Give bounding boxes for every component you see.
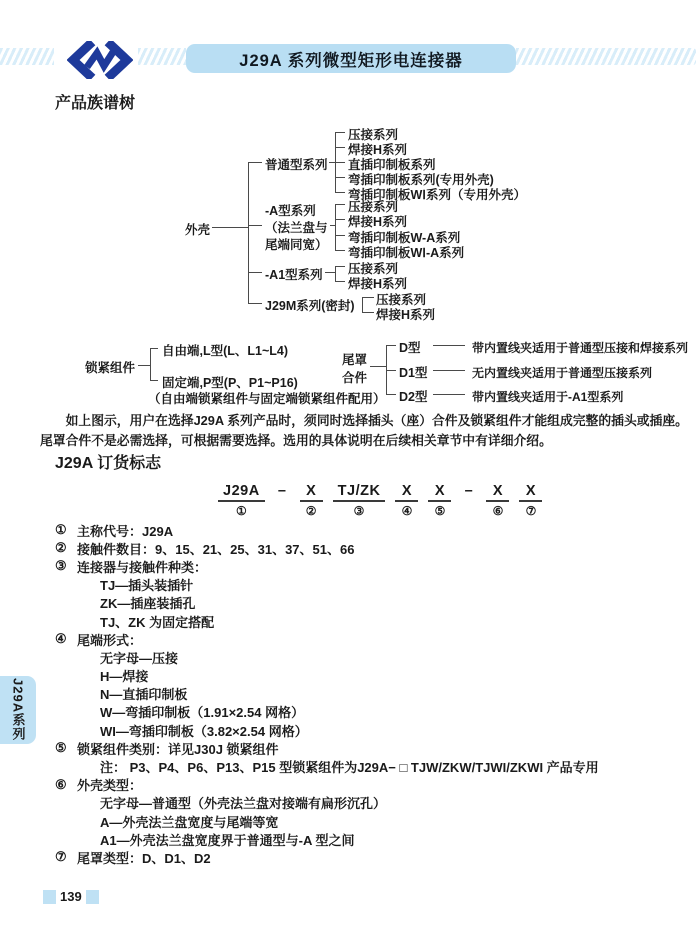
list-text: TJ—插头装插针 [100, 578, 194, 594]
footer-decoration-square [43, 890, 56, 904]
tree-connector-line [335, 281, 345, 282]
order-code-part [333, 483, 386, 518]
list-text: 尾端形式： [77, 632, 143, 648]
list-text: 外壳类型： [77, 778, 143, 794]
list-text: 尾罩类型：D、D1、D2 [77, 850, 211, 866]
page-title-bar [186, 44, 516, 73]
list-marker: ⑤ [55, 740, 67, 756]
list-item [55, 739, 690, 757]
tail-type-label: D型 [399, 341, 421, 355]
list-marker: ④ [55, 631, 67, 647]
list-item [55, 667, 690, 685]
tree-leaf-label: 压接系列 [348, 200, 399, 214]
list-item [55, 612, 690, 630]
sidebar-series-label: J29A系列 [10, 678, 26, 742]
tree-connector-line [386, 394, 396, 395]
tree-leaf-label: 弯插印制板W-A系列 [348, 231, 461, 245]
tree-connector-line [362, 297, 363, 312]
tree-connector-line [433, 394, 465, 395]
tree-leaf-label: 压接系列 [348, 262, 399, 276]
code-number: ⑦ [525, 504, 537, 518]
tree-connector-line [150, 380, 158, 381]
list-text: A—外壳法兰盘宽度与尾端等宽 [100, 814, 279, 830]
page-number: 139 [60, 889, 82, 904]
list-marker: ⑦ [55, 849, 67, 865]
tree-group-label: -A1型系列 [265, 268, 323, 282]
tree-connector-line [335, 250, 345, 251]
list-text: H—焊接 [100, 669, 149, 685]
list-text: A1—外壳法兰盘宽度界于普通型与-A 型之间 [100, 832, 355, 848]
code-number: ⑤ [434, 504, 446, 518]
code-number: ④ [401, 504, 413, 518]
locking-root-label: 锁紧组件 [85, 361, 136, 375]
code-text: X [428, 483, 451, 502]
tree-connector-line [248, 225, 262, 226]
tree-connector-line [335, 266, 336, 281]
order-code-part [218, 483, 265, 518]
tree-leaf-label: 焊接H系列 [348, 215, 408, 229]
tree-connector-line [150, 348, 151, 380]
tree-root-shell: 外壳 [185, 223, 211, 237]
list-text: W—弯插印制板（1.91×2.54 网格） [100, 705, 305, 721]
code-text: J29A [218, 483, 265, 502]
list-item [55, 776, 690, 794]
list-text: 主称代号：J29A [77, 523, 174, 539]
code-text: X [519, 483, 542, 502]
tree-connector-line [335, 235, 345, 236]
header-stripe-band [516, 48, 696, 65]
list-text: 锁紧组件类别：详见J30J 锁紧组件 [77, 741, 279, 757]
section-heading-ordering: J29A 订货标志 [55, 455, 162, 472]
section-heading-family-tree: 产品族谱树 [55, 95, 136, 112]
paragraph-line: 尾罩合件不是必需选择，可根据需要选择。选用的具体说明在后续相关章节中有详细介绍。 [40, 432, 552, 448]
page-title: J29A 系列微型矩形电连接器 [239, 51, 463, 70]
tree-group-label: -A型系列 [265, 204, 316, 218]
list-text: ZK—插座装插孔 [100, 596, 196, 612]
order-code-part [486, 483, 509, 518]
sidebar-series-tab [0, 676, 36, 744]
tree-group-label: （法兰盘与 [265, 221, 328, 235]
tree-leaf-label: 弯插印制板WⅠ系列（专用外壳） [348, 188, 526, 202]
tree-connector-line [248, 162, 262, 163]
list-marker: ② [55, 540, 67, 556]
list-item [55, 630, 690, 648]
tree-leaf-label: 弯插印制板WⅠ-A系列 [348, 246, 465, 260]
tree-group-label: 尾端同宽） [265, 238, 328, 252]
list-item [55, 576, 690, 594]
tree-connector-line [370, 366, 386, 367]
paragraph-line: 如上图示，用户在选择J29A 系列产品时，须同时选择插头（座）合件及锁紧组件才能组成完整的插头或插座。 [65, 413, 688, 428]
tree-connector-line [335, 266, 345, 267]
list-item [55, 539, 690, 557]
tree-connector-line [248, 272, 262, 273]
tree-connector-line [150, 348, 158, 349]
ordering-explanation-list [55, 521, 690, 867]
list-item [55, 703, 690, 721]
tree-connector-line [335, 147, 345, 148]
list-item [55, 685, 690, 703]
code-text: X [395, 483, 418, 502]
tree-leaf-label: 压接系列 [376, 293, 427, 307]
tree-leaf-label: 压接系列 [348, 128, 399, 142]
tree-connector-line [248, 162, 249, 303]
tree-connector-line [433, 370, 465, 371]
tail-root-label: 尾罩 [342, 353, 368, 367]
tree-connector-line [335, 219, 345, 220]
code-text: X [486, 483, 509, 502]
list-text: 无字母—压接 [100, 650, 179, 666]
order-code-part [300, 483, 323, 518]
tree-leaf-label: 弯插印制板系列(专用外壳) [348, 173, 494, 187]
order-code-part [275, 483, 290, 518]
tree-group-label: 普通型系列 [265, 158, 328, 172]
code-text: – [464, 483, 474, 499]
page-footer [43, 889, 99, 904]
tail-root-label: 合件 [342, 371, 368, 385]
tail-type-desc: 带内置线夹适用于-A1型系列 [472, 390, 624, 404]
header-stripe-band [138, 48, 186, 65]
tree-connector-line [433, 345, 465, 346]
list-text: WI—弯插印制板（3.82×2.54 网格） [100, 723, 308, 739]
list-item [55, 812, 690, 830]
list-text: TJ、ZK 为固定搭配 [100, 614, 215, 630]
list-text: 无字母—普通型（外壳法兰盘对接端有扁形沉孔） [100, 796, 387, 812]
order-code-part [519, 483, 542, 518]
order-code-part [461, 483, 476, 518]
tree-connector-line [335, 204, 345, 205]
tree-connector-line [138, 365, 150, 366]
tail-type-label: D1型 [399, 366, 428, 380]
code-text: – [277, 483, 287, 499]
intro-paragraph [40, 411, 692, 450]
list-text: 接触件数目：9、15、21、25、31、37、51、66 [77, 541, 355, 557]
tree-leaf-label: 焊接H系列 [348, 277, 408, 291]
order-code-part [395, 483, 418, 518]
code-number: ② [305, 504, 317, 518]
tree-leaf-label: 直插印制板系列 [348, 158, 436, 172]
tree-leaf-label: 焊接H系列 [376, 308, 436, 322]
list-item [55, 757, 690, 775]
tree-connector-line [212, 227, 248, 228]
tree-connector-line [335, 162, 345, 163]
company-logo-icon [67, 41, 133, 84]
tree-group-label: J29M系列(密封) [265, 299, 355, 313]
tree-connector-line [325, 272, 335, 273]
list-item [55, 648, 690, 666]
list-text: 注： P3、P4、P6、P13、P15 型锁紧组件为J29A− □ TJW/ZKW/TJWI/ZKWI 产品专用 [100, 760, 599, 776]
list-item [55, 848, 690, 866]
list-text: 连接器与接触件种类： [77, 559, 208, 575]
list-marker: ① [55, 522, 67, 538]
code-number: ⑥ [492, 504, 504, 518]
list-marker: ③ [55, 558, 67, 574]
tree-connector-line [335, 177, 345, 178]
list-item [55, 594, 690, 612]
tree-connector-line [335, 192, 345, 193]
footer-decoration-square [86, 890, 99, 904]
code-number: ① [235, 504, 247, 518]
list-item [55, 721, 690, 739]
tree-connector-line [362, 312, 374, 313]
order-code-part [428, 483, 451, 518]
list-item [55, 830, 690, 848]
tree-connector-line [386, 370, 396, 371]
locking-branch-label: 自由端,L型(L、L1~L4) [162, 344, 289, 358]
tail-type-desc: 带内置线夹适用于普通型压接和焊接系列 [472, 341, 689, 355]
tail-type-desc: 无内置线夹适用于普通型压接系列 [472, 366, 653, 380]
tree-connector-line [386, 345, 396, 346]
list-text: N—直插印制板 [100, 687, 188, 703]
tail-type-label: D2型 [399, 390, 428, 404]
order-code-diagram [218, 483, 542, 518]
tree-connector-line [362, 297, 374, 298]
code-text: TJ/ZK [333, 483, 386, 502]
header-stripe-band [0, 48, 54, 65]
list-marker: ⑥ [55, 776, 67, 792]
tree-connector-line [335, 132, 345, 133]
tree-connector-line [335, 204, 336, 250]
list-item [55, 521, 690, 539]
list-item [55, 557, 690, 575]
tree-leaf-label: 焊接H系列 [348, 143, 408, 157]
tree-connector-line [248, 303, 262, 304]
code-number: ③ [353, 504, 365, 518]
locking-branch-label: 固定端,P型(P、P1~P16) [162, 376, 298, 390]
locking-note: （自由端锁紧组件与固定端锁紧组件配用） [148, 392, 386, 406]
list-item [55, 794, 690, 812]
code-text: X [300, 483, 323, 502]
